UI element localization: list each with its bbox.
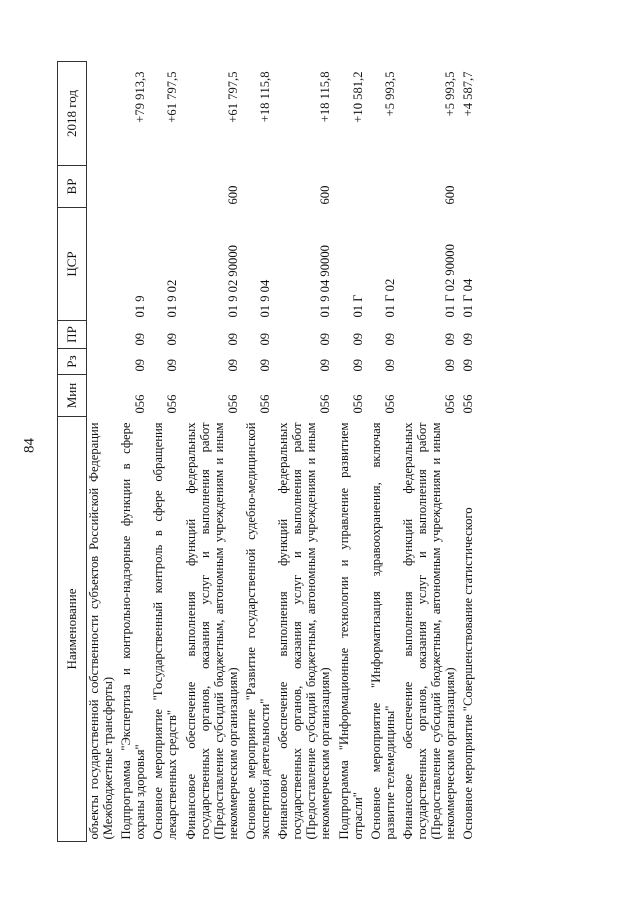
row-pr: 09 xyxy=(318,332,333,346)
row-name: Финансовое обеспечение выполнения функций федеральных государственных органов, оказания услуг и выполнения работ (Предоставление субсидий бюджетным, автономным учреждениям и иным некоммерческим организациям) xyxy=(400,422,458,840)
table-row xyxy=(180,62,240,842)
row-vr xyxy=(240,166,272,208)
row-pr xyxy=(87,321,116,349)
row-amount: +5 993,5 xyxy=(443,71,458,117)
row-rz: 09 xyxy=(318,358,333,372)
table-row xyxy=(87,62,116,842)
table-row xyxy=(457,62,475,842)
row-name: Финансовое обеспечение выполнения функций федеральных государственных органов, оказания услуг и выполнения работ (Предоставление субсидий бюджетным, автономным учреждениям и иным некоммерческим организациям) xyxy=(183,422,240,840)
page-number: 84 xyxy=(21,438,38,453)
row-name: Основное мероприятие "Государственный контроль в сфере обращения лекарственных средств" xyxy=(151,422,180,840)
row-name: Подпрограмма "Информационные технологии и управление развитием отрасли" xyxy=(336,422,365,840)
header-vr: ВР xyxy=(58,166,87,208)
row-amount: +61 797,5 xyxy=(165,71,180,123)
budget-table xyxy=(57,61,475,842)
table-row xyxy=(115,62,147,842)
row-csr: 01 Г 02 90000 xyxy=(443,244,458,318)
row-min xyxy=(87,375,116,417)
row-csr: 01 9 xyxy=(133,295,148,318)
row-vr xyxy=(365,166,397,208)
row-csr: 01 Г xyxy=(350,294,365,318)
row-min: 056 xyxy=(225,394,240,414)
header-csr: ЦСР xyxy=(58,208,87,321)
row-csr: 01 9 04 xyxy=(258,279,273,318)
budget-table-sheet xyxy=(57,62,577,842)
row-pr: 09 xyxy=(133,332,148,346)
row-pr: 09 xyxy=(443,332,458,346)
row-min: 056 xyxy=(133,394,148,414)
row-rz xyxy=(87,349,116,375)
row-csr xyxy=(87,208,116,321)
row-rz: 09 xyxy=(382,358,397,372)
row-pr: 09 xyxy=(461,332,476,346)
row-vr xyxy=(147,166,179,208)
row-min: 056 xyxy=(382,394,397,414)
row-rz: 09 xyxy=(225,358,240,372)
row-min: 056 xyxy=(350,394,365,414)
row-pr: 09 xyxy=(258,332,273,346)
row-min: 056 xyxy=(443,394,458,414)
row-name: Основное мероприятие "Информатизация здравоохранения, включая развитие телемедицины" xyxy=(368,422,397,840)
row-vr: 600 xyxy=(318,185,333,205)
row-pr: 09 xyxy=(350,332,365,346)
row-amount: +61 797,5 xyxy=(225,71,240,123)
row-csr: 01 Г 04 xyxy=(461,278,476,318)
header-rz: Рз xyxy=(58,349,87,375)
row-amount: +4 587,7 xyxy=(461,71,476,117)
row-vr xyxy=(87,166,116,208)
row-amount: +18 115,8 xyxy=(258,71,273,123)
row-vr xyxy=(115,166,147,208)
row-min: 056 xyxy=(461,394,476,414)
row-csr: 01 Г 02 xyxy=(382,278,397,318)
row-amount: +79 913,3 xyxy=(133,71,148,123)
row-name: Основное мероприятие "Совершенствование статистического xyxy=(461,507,476,840)
row-min: 056 xyxy=(165,394,180,414)
table-row xyxy=(397,62,457,842)
row-rz: 09 xyxy=(443,358,458,372)
row-vr: 600 xyxy=(443,185,458,205)
row-pr: 09 xyxy=(165,332,180,346)
row-rz: 09 xyxy=(461,358,476,372)
row-rz: 09 xyxy=(350,358,365,372)
row-amount: +5 993,5 xyxy=(382,71,397,117)
header-pr: ПР xyxy=(58,321,87,349)
row-pr: 09 xyxy=(225,332,240,346)
row-rz: 09 xyxy=(165,358,180,372)
row-name: объекты государственной собственности субъектов Российской Федерации (Межбюджетные трансферты) xyxy=(87,422,116,840)
row-rz: 09 xyxy=(258,358,273,372)
row-pr: 09 xyxy=(382,332,397,346)
header-year: 2018 год xyxy=(58,62,87,166)
row-rz: 09 xyxy=(133,358,148,372)
row-name: Основное мероприятие "Развитие государственной судебно-медицинской экспертной деятельности" xyxy=(243,422,273,840)
header-name: Наименование xyxy=(58,417,87,842)
row-amount: +10 581,2 xyxy=(350,71,365,123)
row-amount: +18 115,8 xyxy=(318,71,333,123)
row-min: 056 xyxy=(318,394,333,414)
row-csr: 01 9 02 xyxy=(165,279,180,318)
row-min: 056 xyxy=(258,394,273,414)
row-vr xyxy=(457,166,475,208)
header-min: Мин xyxy=(58,375,87,417)
table-header xyxy=(58,62,87,842)
table-row xyxy=(272,62,332,842)
table-row xyxy=(365,62,397,842)
table-row xyxy=(240,62,272,842)
table-row xyxy=(333,62,365,842)
row-amount xyxy=(87,62,116,166)
row-csr: 01 9 02 90000 xyxy=(225,245,240,318)
row-name: Подпрограмма "Экспертиза и контрольно-надзорные функции в сфере охраны здоровья" xyxy=(119,422,148,840)
row-vr: 600 xyxy=(225,185,240,205)
row-csr: 01 9 04 90000 xyxy=(318,245,333,318)
row-name: Финансовое обеспечение выполнения функций федеральных государственных органов, оказания услуг и выполнения работ (Предоставление субсидий бюджетным, автономным учреждениям и иным некоммерческим организациям) xyxy=(276,422,333,840)
table-row xyxy=(147,62,179,842)
row-vr xyxy=(333,166,365,208)
